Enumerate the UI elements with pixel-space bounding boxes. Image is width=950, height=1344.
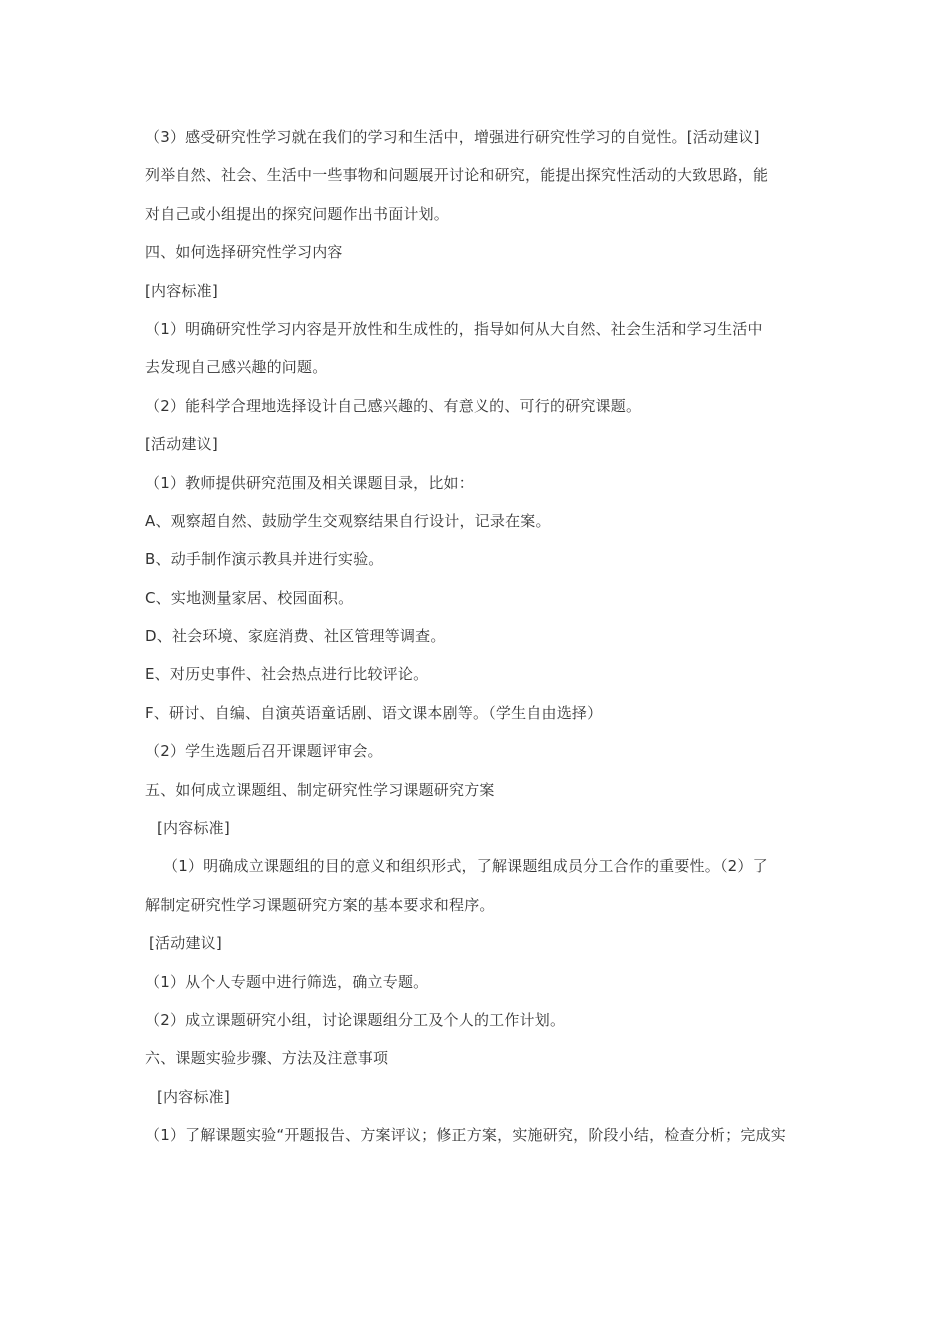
text-line: （1）明确研究性学习内容是开放性和生成性的，指导如何从大自然、社会生活和学习生活中: [145, 319, 763, 338]
section-heading: 六、课题实验步骤、方法及注意事项: [145, 1049, 389, 1068]
text-line: （3）感受研究性学习就在我们的学习和生活中，增强进行研究性学习的自觉性。[活动建议]: [145, 128, 760, 146]
text-line: 对自己或小组提出的探究问题作出书面计划。: [145, 204, 450, 223]
list-item: F、研讨、自编、自演英语童话剧、语文课本剧等。（学生自由选择）: [145, 703, 603, 722]
text-line: 去发现自己感兴趣的问题。: [145, 358, 328, 377]
text-line: 解制定研究性学习课题研究方案的基本要求和程序。: [145, 895, 495, 914]
list-item: B、动手制作演示教具并进行实验。: [145, 550, 384, 569]
section-heading: 四、如何选择研究性学习内容: [145, 243, 343, 262]
document-body: [145, 118, 815, 1155]
text-line: （1）教师提供研究范围及相关课题目录，比如：: [145, 473, 474, 492]
text-line: （1）了解课题实验“开题报告、方案评议；修正方案，实施研究，阶段小结，检查分析；完成实: [145, 1126, 786, 1145]
section-heading: 五、如何成立课题组、制定研究性学习课题研究方案: [145, 780, 495, 799]
activity-suggestion-label: [活动建议]: [145, 435, 218, 454]
text-line: （1）明确成立课题组的目的意义和组织形式，了解课题组成员分工合作的重要性。（2）了: [163, 857, 768, 876]
list-item: C、实地测量家居、校园面积。: [145, 588, 354, 607]
list-item: D、社会环境、家庭消费、社区管理等调查。: [145, 627, 446, 646]
text-line: （1）从个人专题中进行筛选，确立专题。: [145, 972, 429, 991]
text-line: （2）成立课题研究小组，讨论课题组分工及个人的工作计划。: [145, 1010, 566, 1029]
text-line: （2）学生选题后召开课题评审会。: [145, 742, 383, 761]
content-standard-label: [内容标准]: [157, 819, 230, 838]
list-item: A、观察超自然、鼓励学生交观察结果自行设计，记录在案。: [145, 511, 551, 530]
content-standard-label: [内容标准]: [157, 1087, 230, 1106]
text-line: （2）能科学合理地选择设计自己感兴趣的、有意义的、可行的研究课题。: [145, 396, 642, 415]
content-standard-label: [内容标准]: [145, 281, 218, 300]
list-item: E、对历史事件、社会热点进行比较评论。: [145, 665, 429, 684]
activity-suggestion-label: [活动建议]: [149, 934, 222, 953]
text-line: 列举自然、社会、生活中一些事物和问题展开讨论和研究，能提出探究性活动的大致思路，能: [145, 166, 769, 185]
